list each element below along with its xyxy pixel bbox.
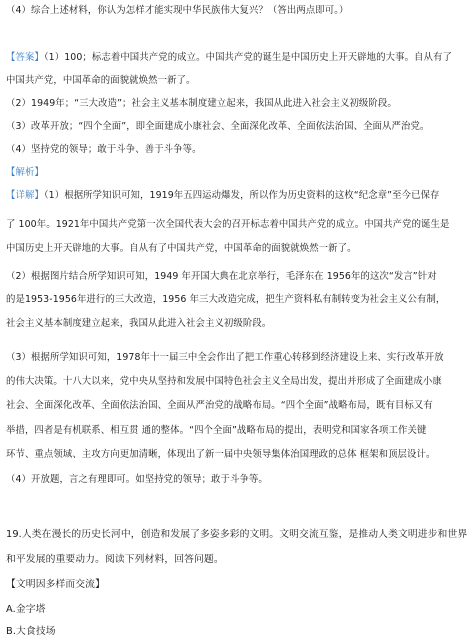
answer-line-5: （4）坚持党的领导；敢于斗争、善于斗争等。 [6,144,202,155]
analysis-p3-line-5: 环节、重点领域、主攻方向更加清晰，体现出了新一届中央领导集体治国理政的总体 框架和顶层设计。 [6,449,436,460]
analysis-p2-line-1: （2）根据图片结合所学知识可知，1949 年开国大典在北京举行，毛泽东在 1956年的这次“发言”针对 [6,271,437,282]
analysis-p1-line-2: 了 100年。1921年中国共产党第一次全国代表大会的召开标志着中国共产党的成立。中国共产党的诞生是 [6,219,450,230]
answer-line-4: （3）改革开放；“四个全面”，即全面建成小康社会、全面深化改革、全面依法治国、全面从严治党。 [6,121,430,132]
answer-line-1 [6,51,467,64]
analysis-p1-line-3: 中国历史上开天辟地的大事。自从有了中国共产党，中国革命的面貌就焕然一新了。 [6,243,357,254]
analysis-p4: （4）开放题，言之有理即可。如坚持党的领导；敢于斗争等。 [6,474,268,485]
answer-line-2: 中国共产党，中国革命的面貌就焕然一新了。 [6,75,196,86]
answer-tag: 【答案】 [6,52,44,63]
analysis-p1-line-1 [6,189,467,202]
analysis-p3-line-2: 的伟大决策。十八大以来，党中央从坚持和发展中国特色社会主义全局出发，提出并形成了全面建成小康 [6,376,442,387]
question-tail: （4）综合上述材料，你认为怎样才能实现中华民族伟大复兴？（答出两点即可。） [6,5,349,16]
analysis-p3-line-3: 社会、全面深化改革、全面依法治国、全面从严治党的战略布局。“四个全面”战略布局，既有目标又有 [6,400,433,411]
q19-option-b: B.大食技场 [6,626,56,637]
q19-section-title: 【文明因多样而交流】 [6,579,105,590]
q19-line-1: 19.人类在漫长的历史长河中，创造和发展了多姿多彩的文明。文明交流互鉴，是推动人类文明进步和世界 [6,529,467,540]
q19-option-a: A.金字塔 [6,604,46,615]
analysis-p2-line-3: 社会主义基本制度建立起来，我国从此进入社会主义初级阶段。 [6,318,272,329]
answer-text: （1）100；标志着中国共产党的成立。中国共产党的诞生是中国历史上开天辟地的大事。自从有了 [43,52,452,63]
analysis-p3-line-4: 举措，四者是有机联系、相互贯 通的整体。“四个全面”战略布局的提出，表明党和国家各项工作关键 [6,425,427,436]
detail-tag: 【详解】 [6,190,44,201]
answer-line-3: （2）1949年；“三大改造”；社会主义基本制度建立起来，我国从此进入社会主义初级阶段。 [6,98,397,109]
analysis-p2-line-2: 的是1953-1956年进行的三大改造，1956 年三大改造完成，把生产资料私有制转变为社会主义公有制， [6,294,446,305]
analysis-tag: 【解析】 [6,167,44,178]
analysis-p3-line-1: （3）根据所学知识可知，1978年十一届三中全会作出了把工作重心转移到经济建设上来、实行改革开放 [6,352,444,363]
q19-line-2: 和平发展的重要动力。阅读下列材料，回答问题。 [6,554,224,565]
analysis-tag-line [6,166,467,179]
analysis-p1-text: （1）根据所学知识可知，1919年五四运动爆发，所以作为历史资料的这枚“纪念章”至今已保存 [43,190,440,201]
